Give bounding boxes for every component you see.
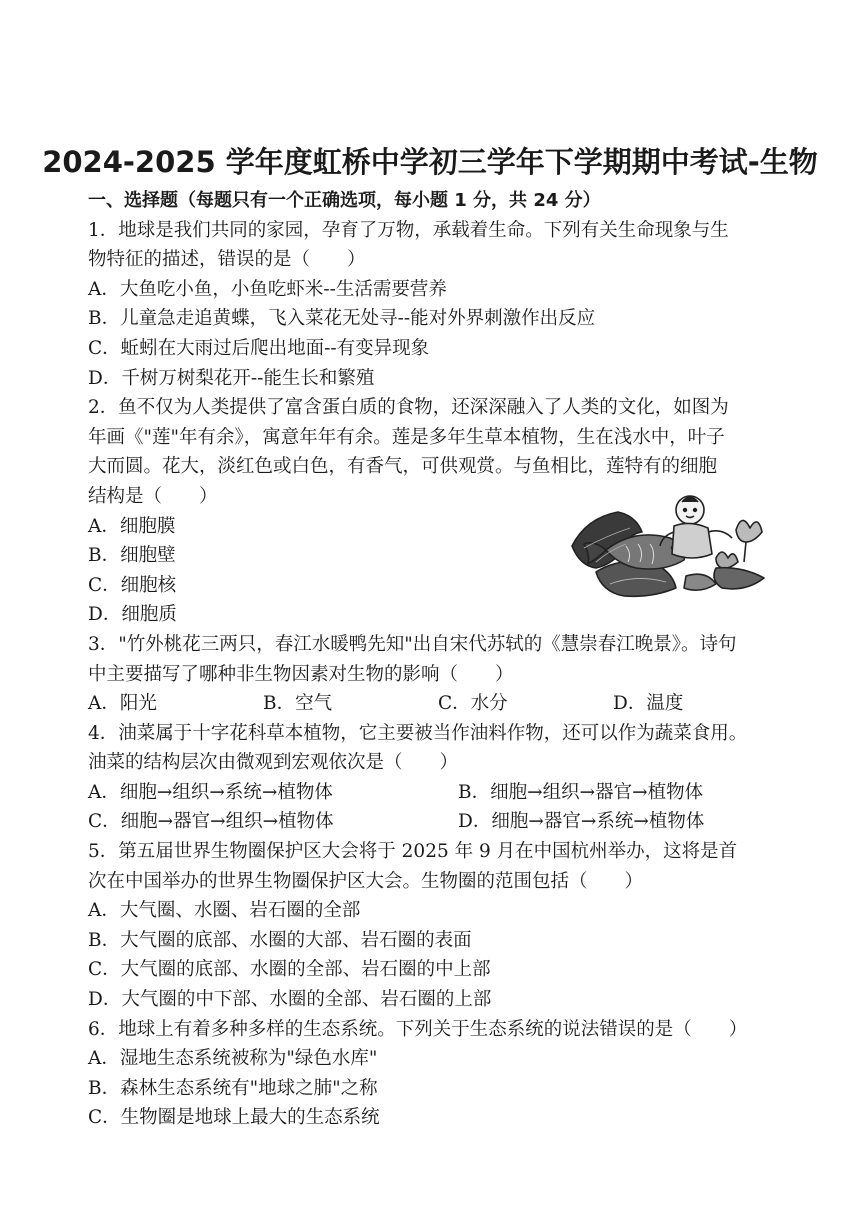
question-3-options-row — [88, 689, 788, 719]
question-6 — [88, 1015, 788, 1133]
question-3-stem-line-1: 3．"竹外桃花三两只，春江水暖鸭先知"出自宋代苏轼的《慧崇春江晚景》。诗句 — [88, 633, 737, 655]
question-4-stem-line-1: 4．油菜属于十字花科草本植物，它主要被当作油料作物，还可以作为蔬菜食用。 — [88, 722, 748, 744]
question-2-option-d: D．细胞质 — [88, 604, 177, 626]
question-2-option-b: B．细胞壁 — [88, 545, 176, 567]
question-2-stem-line-1: 2．鱼不仅为人类提供了富含蛋白质的食物，还深深融入了人类的文化，如图为 — [88, 397, 729, 419]
question-6-stem-line-1: 6．地球上有着多种多样的生态系统。下列关于生态系统的说法错误的是（ ） — [88, 1018, 748, 1040]
question-3-stem-line-2: 中主要描写了哪种非生物因素对生物的影响（ ） — [88, 663, 514, 685]
question-1 — [88, 216, 788, 394]
question-2-option-a: A．细胞膜 — [88, 515, 176, 537]
question-5 — [88, 837, 788, 1015]
question-1-option-c: C．蚯蚓在大雨过后爬出地面--有变异现象 — [88, 337, 430, 359]
question-4-option-a: A．细胞→组织→系统→植物体 — [88, 781, 333, 803]
section-heading: 一、选择题（每题只有一个正确选项，每小题 1 分，共 24 分） — [88, 190, 601, 211]
question-5-option-a: A．大气圈、水圈、岩石圈的全部 — [88, 900, 361, 922]
exam-title: 2024-2025 学年度虹桥中学初三学年下学期期中考试-生物 — [42, 145, 818, 179]
question-1-option-a: A．大鱼吃小鱼，小鱼吃虾米--生活需要营养 — [88, 278, 447, 300]
lotus-fish-illustration — [566, 488, 772, 600]
exam-content — [88, 186, 788, 1133]
question-4-option-c: C．细胞→器官→组织→植物体 — [88, 811, 334, 833]
question-5-option-c: C．大气圈的底部、水圈的全部、岩石圈的中上部 — [88, 959, 491, 981]
question-3-option-d: D．温度 — [613, 693, 684, 715]
lotus-flower-left — [716, 552, 738, 568]
question-4-option-d: D．细胞→器官→系统→植物体 — [458, 811, 705, 833]
question-4-options-row-2 — [88, 807, 788, 837]
question-3 — [88, 630, 788, 719]
question-6-option-b: B．森林生态系统有"地球之肺"之称 — [88, 1077, 378, 1099]
question-4-stem-line-2: 油菜的结构层次由微观到宏观依次是（ ） — [88, 752, 459, 774]
question-2-stem-line-3: 大而圆。花大，淡红色或白色，有香气，可供观赏。与鱼相比，莲特有的细胞 — [88, 456, 718, 478]
question-4-option-b: B．细胞→组织→器官→植物体 — [458, 781, 704, 803]
question-2-stem-line-4: 结构是（ ） — [88, 485, 218, 507]
question-6-option-a: A．湿地生态系统被称为"绿色水库" — [88, 1048, 378, 1070]
question-5-option-d: D．大气圈的中下部、水圈的全部、岩石圈的上部 — [88, 989, 492, 1011]
question-1-stem-line-2: 物特征的描述，错误的是（ ） — [88, 249, 366, 271]
question-1-option-d: D．千树万树梨花开--能生长和繁殖 — [88, 367, 375, 389]
lotus-flower-right — [736, 520, 762, 542]
question-2-stem-line-2: 年画《"莲"年有余》，寓意年年有余。莲是多年生草本植物，生在浅水中，叶子 — [88, 426, 725, 448]
question-5-option-b: B．大气圈的底部、水圈的大部、岩石圈的表面 — [88, 929, 472, 951]
question-3-option-a: A．阳光 — [88, 693, 157, 715]
question-6-option-c: C．生物圈是地球上最大的生态系统 — [88, 1107, 380, 1129]
question-1-stem-line-1: 1．地球是我们共同的家园，孕育了万物，承载着生命。下列有关生命现象与生 — [88, 219, 729, 241]
question-2-option-c: C．细胞核 — [88, 574, 177, 596]
question-4-options-row-1 — [88, 778, 788, 808]
question-5-stem-line-2: 次在中国举办的世界生物圈保护区大会。生物圈的范围包括（ ） — [88, 870, 644, 892]
question-5-stem-line-1: 5．第五届世界生物圈保护区大会将于 2025 年 9 月在中国杭州举办，这将是首 — [88, 841, 738, 863]
question-1-option-b: B．儿童急走追黄蝶，飞入菜花无处寻--能对外界刺激作出反应 — [88, 308, 596, 330]
child-body — [672, 523, 712, 558]
question-3-option-b: B．空气 — [263, 693, 333, 715]
question-4 — [88, 719, 788, 837]
question-3-option-c: C．水分 — [438, 693, 508, 715]
